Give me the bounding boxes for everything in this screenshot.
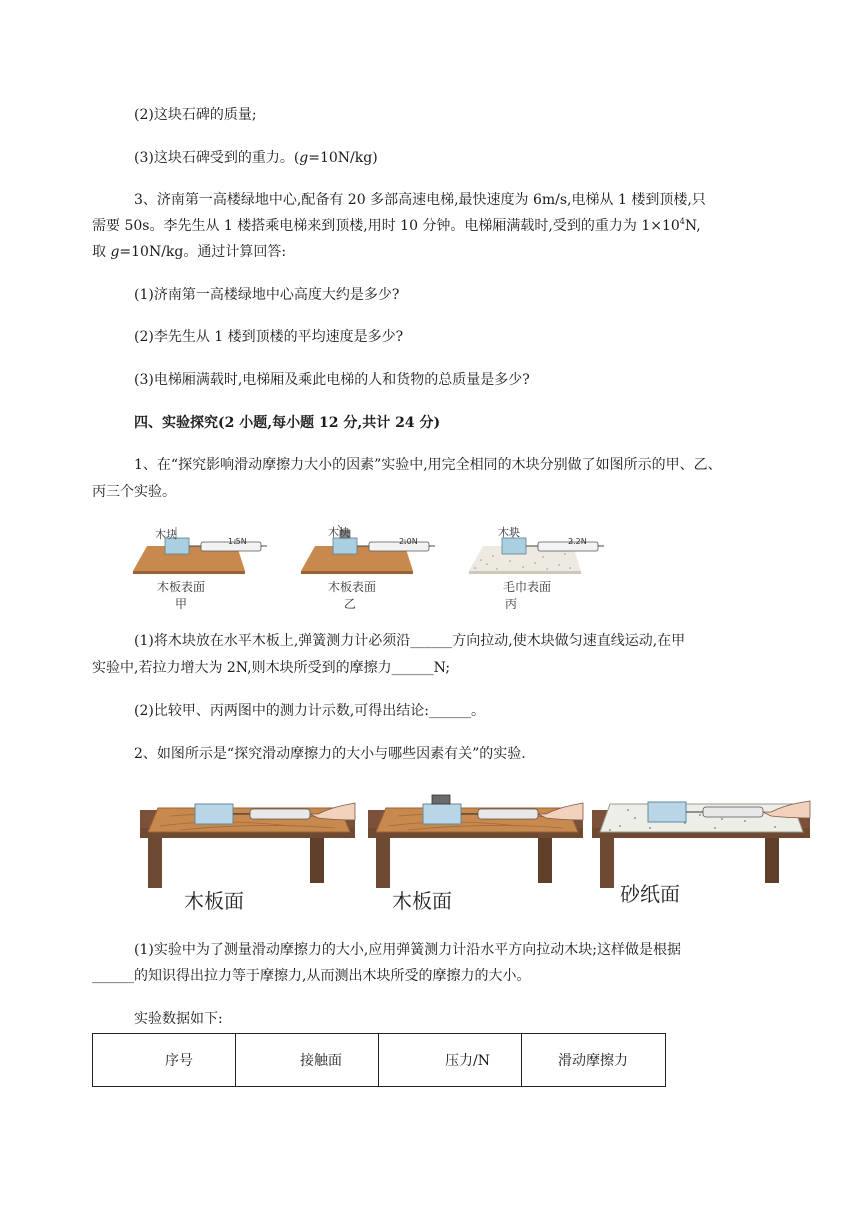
q3-line2-text-a: 需要 50s。李先生从 1 楼搭乘电梯来到顶楼,用时 10 分钟。电梯厢满载时,受到的重力为 1×10 [92, 218, 680, 234]
q3-line3-text-a: 取 [92, 244, 111, 260]
q2-part3-text-a: (3)这块石碑受到的重力。( [134, 150, 300, 166]
q3-sub3: (3)电梯厢满载时,电梯厢及乘此电梯的人和货物的总质量是多少? [134, 372, 530, 388]
q3-sub1: (1)济南第一高楼绿地中心高度大约是多少? [134, 287, 400, 303]
panel-yi-id: 乙 [344, 597, 357, 611]
header-sliding-friction: 滑动摩擦力 [558, 1053, 628, 1069]
panel-yi-block-label: 木块 [328, 526, 350, 539]
desk-3-drawing [592, 801, 810, 888]
q2-part3 [134, 148, 378, 168]
q3-line2-text-b: N, [684, 218, 701, 234]
figure-desk-experiments [140, 790, 815, 915]
data-intro: 实验数据如下: [134, 1011, 223, 1027]
table-header-cell [522, 1034, 666, 1087]
table-header-cell [236, 1034, 379, 1087]
panel-yi-drawing [301, 525, 435, 574]
panel-bing-reading: 2.2N [568, 537, 587, 546]
e2-sub1-line2: ______的知识得出拉力等于摩擦力,从而测出木块所受的摩擦力的大小。 [92, 968, 531, 984]
panel-yi-surface: 木板表面 [328, 580, 377, 594]
e1-sub1-line2: 实验中,若拉力增大为 2N,则木块所受到的摩擦力______N; [92, 660, 451, 676]
q3-line2 [92, 216, 701, 236]
e2-sub1-line1: (1)实验中为了测量滑动摩擦力的大小,应用弹簧测力计沿水平方向拉动木块;这样做是根据 [134, 942, 681, 958]
table-header-row [93, 1034, 666, 1087]
panel-jia-surface: 木板表面 [157, 580, 206, 594]
panel-yi-reading: 2.0N [399, 537, 418, 546]
header-pressure: 压力/N [445, 1053, 490, 1069]
experiment-data-table [92, 1033, 666, 1087]
panel-jia-drawing [133, 527, 267, 574]
panel-bing-surface: 毛巾表面 [503, 580, 552, 594]
figure-friction-svg [125, 520, 610, 615]
panel-bing-drawing [469, 527, 604, 574]
q2-part2: (2)这块石碑的质量; [134, 107, 257, 123]
panel-jia-block-label: 木块 [155, 528, 177, 541]
header-index: 序号 [165, 1053, 193, 1069]
table-header-cell [379, 1034, 522, 1087]
e1-line1: 1、在“探究影响滑动摩擦力大小的因素”实验中,用完全相同的木块分别做了如图所示的甲、乙、 [134, 457, 722, 473]
q2-part3-g: g [299, 150, 309, 166]
q3-line2-exponent: 4 [679, 217, 685, 226]
panel-jia-reading: 1.5N [228, 537, 247, 546]
e1-sub1-line1: (1)将木块放在水平木板上,弹簧测力计必须沿______方向拉动,使木块做匀速直线运动,在甲 [134, 633, 686, 649]
desk-2-drawing [368, 795, 583, 888]
desk-2-caption: 木板面 [392, 889, 452, 913]
q3-line3-text-b: =10N/kg。通过计算回答: [119, 244, 287, 260]
q3-line3-g: g [110, 244, 120, 260]
section-4-heading: 四、实验探究(2 小题,每小题 12 分,共计 24 分) [134, 415, 441, 431]
panel-bing-block-label: 木块 [498, 526, 520, 539]
q3-line3 [92, 242, 286, 262]
panel-jia-id: 甲 [175, 597, 188, 611]
desk-3-caption: 砂纸面 [620, 882, 680, 906]
panel-bing-id: 丙 [505, 597, 518, 611]
desk-1-drawing [140, 803, 355, 888]
header-contact-surface: 接触面 [300, 1053, 342, 1069]
figure-friction-experiments [125, 520, 610, 615]
e1-sub2: (2)比较甲、丙两图中的测力计示数,可得出结论:______。 [134, 703, 485, 719]
table-header-cell [93, 1034, 236, 1087]
q3-sub2: (2)李先生从 1 楼到顶楼的平均速度是多少? [134, 329, 404, 345]
e2-line1: 2、如图所示是“探究滑动摩擦力的大小与哪些因素有关”的实验. [134, 746, 526, 762]
e1-line2: 丙三个实验。 [92, 484, 176, 500]
q2-part3-text-b: =10N/kg) [308, 150, 378, 166]
q3-line1: 3、济南第一高楼绿地中心,配备有 20 多部高速电梯,最快速度为 6m/s,电梯从 1 楼到顶楼,只 [134, 192, 706, 208]
desk-1-caption: 木板面 [184, 889, 244, 913]
